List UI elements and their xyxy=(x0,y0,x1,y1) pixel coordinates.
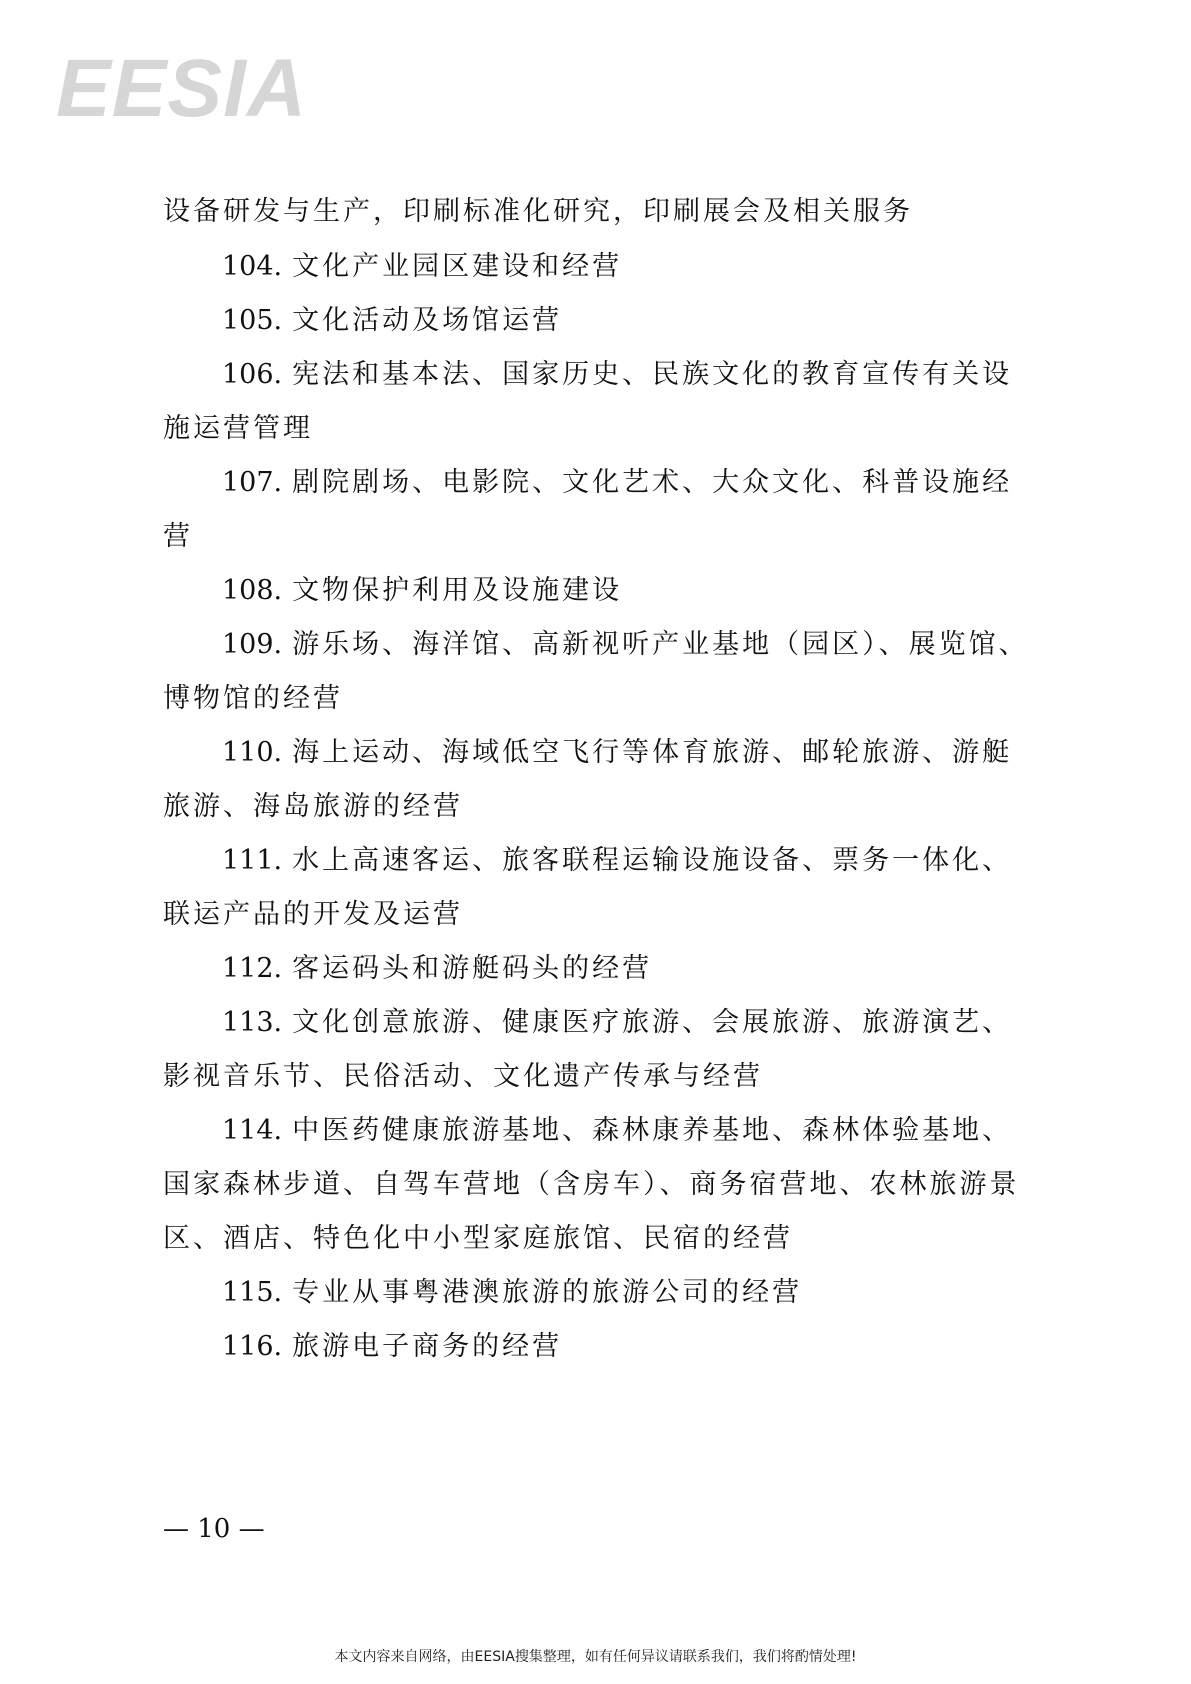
item-number: 109. xyxy=(222,629,283,660)
item-number: 105. xyxy=(222,305,283,336)
item-number: 115. xyxy=(222,1277,283,1308)
item-text: 文化活动及场馆运营 xyxy=(292,305,563,336)
item-number: 104. xyxy=(222,251,283,282)
text-line xyxy=(163,793,463,820)
list-item xyxy=(222,847,1012,874)
footer-disclaimer: 本文内容来自网络，由EESIA搜集整理，如有任何异议请联系我们，我们将酌情处理! xyxy=(334,1649,857,1665)
line-text: 影视音乐节、民俗活动、文化遗产传承与经营 xyxy=(163,1061,763,1092)
list-item xyxy=(222,253,622,280)
item-text: 专业从事粤港澳旅游的旅游公司的经营 xyxy=(292,1277,803,1308)
item-text: 海上运动、海域低空飞行等体育旅游、邮轮旅游、游艇 xyxy=(292,737,1013,768)
list-item xyxy=(222,361,1012,388)
item-number: 106. xyxy=(222,359,283,390)
line-text: 国家森林步道、自驾车营地（含房车）、商务宿营地、农林旅游景 xyxy=(163,1169,1020,1200)
list-item xyxy=(222,739,1012,766)
line-text: 博物馆的经营 xyxy=(163,683,343,714)
text-line xyxy=(163,1171,1020,1198)
text-line xyxy=(163,1225,793,1252)
list-item xyxy=(222,577,622,604)
eesia-logo: EESIA xyxy=(56,43,308,134)
item-text: 旅游电子商务的经营 xyxy=(292,1331,563,1362)
text-line xyxy=(163,901,463,928)
item-number: 112. xyxy=(222,953,283,984)
item-text: 文物保护利用及设施建设 xyxy=(292,575,623,606)
item-number: 116. xyxy=(222,1331,283,1362)
item-number: 113. xyxy=(222,1007,283,1038)
item-number: 107. xyxy=(222,467,283,498)
item-text: 客运码头和游艇码头的经营 xyxy=(292,953,653,984)
item-text: 宪法和基本法、国家历史、民族文化的教育宣传有关设 xyxy=(292,359,1013,390)
line-text: 施运营管理 xyxy=(163,413,313,444)
list-item xyxy=(222,1009,1012,1036)
line-text: 旅游、海岛旅游的经营 xyxy=(163,791,463,822)
line-text: 联运产品的开发及运营 xyxy=(163,899,463,930)
item-text: 游乐场、海洋馆、高新视听产业基地（园区）、展览馆、 xyxy=(292,629,1029,660)
line-text: 营 xyxy=(163,521,193,552)
list-item xyxy=(222,1333,562,1360)
list-item xyxy=(222,469,1012,496)
item-text: 文化创意旅游、健康医疗旅游、会展旅游、旅游演艺、 xyxy=(292,1007,1013,1038)
text-line xyxy=(163,198,913,225)
text-line xyxy=(163,1063,763,1090)
text-line xyxy=(163,523,193,550)
list-item xyxy=(222,1279,802,1306)
list-item xyxy=(222,1117,1012,1144)
text-line xyxy=(163,685,343,712)
item-text: 文化产业园区建设和经营 xyxy=(292,251,623,282)
item-text: 剧院剧场、电影院、文化艺术、大众文化、科普设施经 xyxy=(292,467,1013,498)
list-item xyxy=(222,955,652,982)
line-text: 区、酒店、特色化中小型家庭旅馆、民宿的经营 xyxy=(163,1223,793,1254)
line-text: 设备研发与生产，印刷标准化研究，印刷展会及相关服务 xyxy=(163,196,913,227)
item-number: 114. xyxy=(222,1115,283,1146)
list-item xyxy=(222,631,1029,658)
item-number: 110. xyxy=(222,737,283,768)
text-line xyxy=(163,415,313,442)
list-item xyxy=(222,307,562,334)
item-text: 水上高速客运、旅客联程运输设施设备、票务一体化、 xyxy=(292,845,1013,876)
item-number: 108. xyxy=(222,575,283,606)
page-number: — 10 — xyxy=(163,1514,265,1544)
item-number: 111. xyxy=(222,845,283,876)
item-text: 中医药健康旅游基地、森林康养基地、森林体验基地、 xyxy=(292,1115,1013,1146)
